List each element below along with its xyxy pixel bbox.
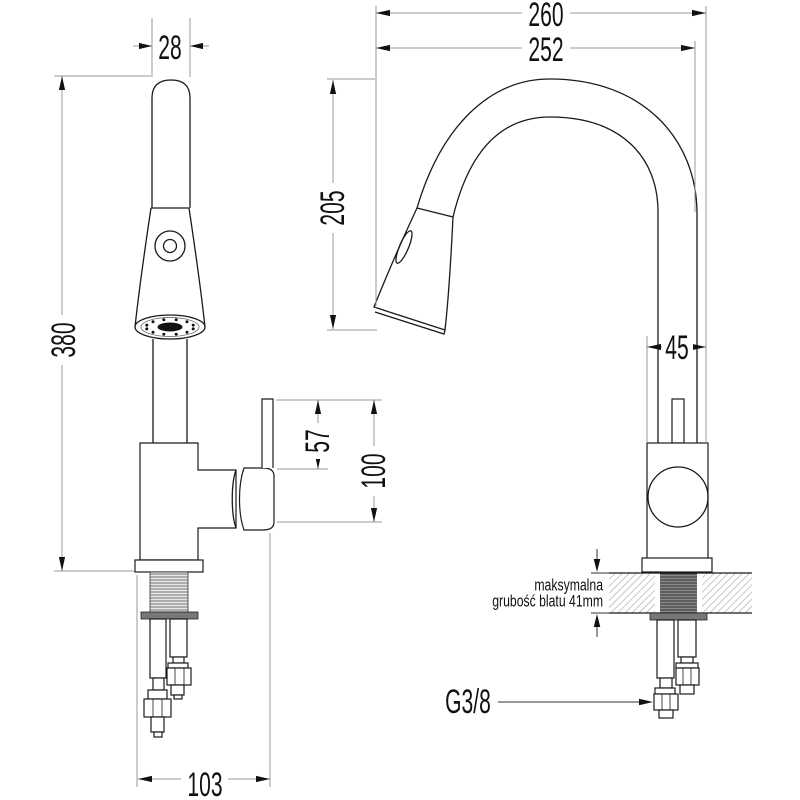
front-column-tube — [153, 339, 187, 443]
side-base-flange — [642, 558, 712, 572]
side-spout-outer-curve — [417, 79, 697, 443]
side-handle-lever — [672, 399, 684, 443]
dim-label-57: 57 — [297, 429, 337, 453]
hose-thread-label: G3/8 — [445, 681, 491, 721]
dim-label-28: 28 — [158, 27, 182, 67]
dim-spout-clearance — [313, 79, 377, 330]
countertop-note-line1: maksymalna — [534, 576, 603, 596]
dim-label-252: 252 — [528, 29, 564, 69]
front-handle — [240, 468, 275, 530]
side-lock-nut — [650, 613, 707, 620]
spray-mode-button-icon — [155, 231, 185, 261]
side-threaded-shank — [660, 573, 697, 613]
side-hoses — [654, 620, 699, 718]
countertop-note-line2: grubość blatu 41mm — [492, 592, 603, 612]
front-view — [135, 80, 274, 737]
dim-label-103: 103 — [187, 764, 223, 800]
front-threaded-shank — [150, 572, 188, 612]
dim-label-380: 380 — [43, 322, 83, 358]
hose-thread-annotation — [445, 682, 653, 720]
side-spout-inner-curve — [453, 117, 658, 443]
front-spray-head — [135, 208, 205, 339]
side-spray-button-icon — [393, 229, 415, 265]
front-hoses — [144, 619, 191, 737]
dim-label-45: 45 — [665, 327, 689, 367]
countertop-thickness-annotation — [492, 549, 609, 637]
front-lock-nut — [141, 612, 198, 619]
dim-label-100: 100 — [353, 453, 393, 489]
front-spout-tube — [152, 80, 190, 208]
countertop-slab — [609, 573, 752, 613]
side-body — [647, 443, 708, 560]
dim-spout-reach — [376, 30, 695, 212]
front-body — [140, 443, 236, 560]
dim-spout-tube-width — [133, 18, 209, 77]
dim-head-to-base — [277, 400, 392, 522]
dim-label-260: 260 — [528, 0, 564, 34]
front-handle-lever — [262, 399, 273, 468]
front-base-flange — [135, 560, 203, 572]
dim-label-205: 205 — [312, 190, 352, 226]
side-spray-head — [374, 208, 453, 334]
spray-face-center — [158, 323, 183, 332]
